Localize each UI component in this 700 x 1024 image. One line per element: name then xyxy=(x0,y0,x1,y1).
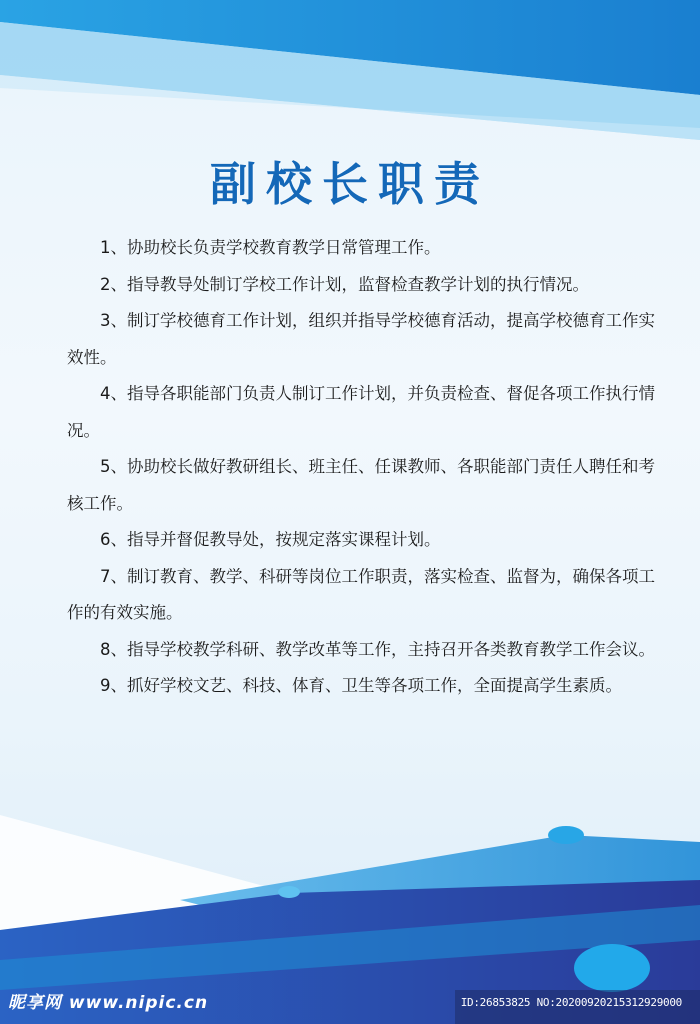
list-item: 3、制订学校德育工作计划，组织并指导学校德育活动，提高学校德育工作实效性。 xyxy=(67,311,655,367)
duty-list xyxy=(67,230,667,705)
list-item: 7、制订教育、教学、科研等岗位工作职责，落实检查、监督为，确保各项工作的有效实施。 xyxy=(67,566,655,622)
watermark-id: ID:26853825 NO:20200920215312929000 xyxy=(460,996,682,1009)
list-item: 4、指导各职能部门负责人制订工作计划，并负责检查、督促各项工作执行情况。 xyxy=(67,384,655,440)
list-item: 1、协助校长负责学校教育教学日常管理工作。 xyxy=(100,238,441,257)
list-item: 2、指导教导处制订学校工作计划，监督检查教学计划的执行情况。 xyxy=(100,274,589,294)
list-item: 6、指导并督促教导处，按规定落实课程计划。 xyxy=(100,530,441,549)
page-title: 副校长职责 xyxy=(210,157,490,211)
watermark-logo: 昵享网 www.nipic.cn xyxy=(8,993,209,1013)
list-item: 9、抓好学校文艺、科技、体育、卫生等各项工作，全面提高学生素质。 xyxy=(100,676,622,695)
list-item: 5、协助校长做好教研组长、班主任、任课教师、各职能部门责任人聘任和考核工作。 xyxy=(67,457,655,513)
list-item: 8、指导学校教学科研、教学改革等工作，主持召开各类教育教学工作会议。 xyxy=(100,639,655,659)
